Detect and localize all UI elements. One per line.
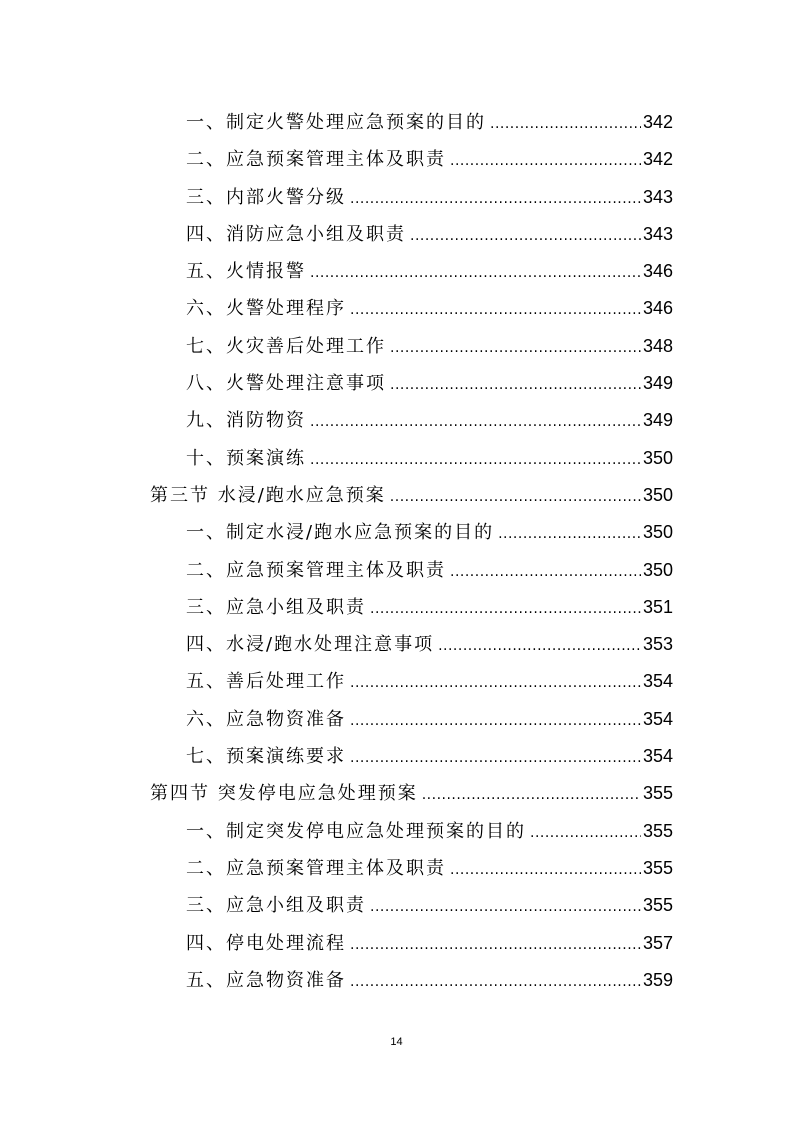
toc-entry[interactable] <box>0 850 793 887</box>
toc-leader-dots <box>310 442 641 479</box>
toc-entry-title: 五、善后处理工作 <box>186 671 346 693</box>
toc-entry-title: 七、火灾善后处理工作 <box>186 335 386 357</box>
toc-entry-title: 四、消防应急小组及职责 <box>186 223 406 245</box>
toc-entry[interactable] <box>0 514 793 551</box>
toc-entry-page: 350 <box>642 484 673 505</box>
toc-leader-dots <box>350 665 641 702</box>
toc-entry-title: 二、应急预案管理主体及职责 <box>186 149 446 171</box>
toc-entry-page: 342 <box>642 112 673 132</box>
toc-entry-title: 二、应急预案管理主体及职责 <box>186 857 446 879</box>
toc-entry-title: 九、消防物资 <box>186 410 306 432</box>
toc-entry-page: 354 <box>642 671 673 692</box>
toc-leader-dots <box>350 292 641 329</box>
toc-entry[interactable] <box>0 141 793 178</box>
toc-entry-page: 350 <box>642 522 673 543</box>
toc-entry[interactable] <box>0 589 793 626</box>
toc-entry[interactable] <box>0 216 793 253</box>
toc-entry[interactable] <box>0 738 793 775</box>
toc-leader-dots <box>410 218 641 255</box>
toc-entry-page: 359 <box>642 969 673 990</box>
toc-leader-dots <box>438 628 641 665</box>
toc-entry-title: 五、应急物资准备 <box>186 969 346 991</box>
toc-entry[interactable] <box>0 328 793 365</box>
toc-entry-title: 一、制定火警处理应急预案的目的 <box>186 112 486 133</box>
toc-entry-title: 三、内部火警分级 <box>186 186 346 208</box>
toc-entry-page: 355 <box>642 783 673 804</box>
toc-leader-dots <box>350 964 641 1001</box>
toc-entry-page: 343 <box>642 223 673 244</box>
page-footer <box>0 1036 793 1048</box>
toc-entry-page: 354 <box>642 708 673 729</box>
toc-leader-dots <box>370 591 641 628</box>
toc-entry-title: 七、预案演练要求 <box>186 746 346 768</box>
toc-entry[interactable] <box>0 104 793 141</box>
toc-entry-page: 357 <box>642 932 673 953</box>
toc-section-title: 第四节 突发停电应急处理预案 <box>150 783 418 805</box>
toc-entry[interactable] <box>0 925 793 962</box>
toc-section-entry[interactable] <box>0 775 793 812</box>
toc-leader-dots <box>310 404 641 441</box>
toc-leader-dots <box>350 927 641 964</box>
toc-entry-page: 346 <box>642 298 673 319</box>
toc-leader-dots <box>390 479 641 516</box>
toc-entry-page: 346 <box>642 261 673 282</box>
toc-entry-page: 348 <box>642 335 673 356</box>
toc-section-entry[interactable] <box>0 477 793 514</box>
toc-entry[interactable] <box>0 290 793 327</box>
toc-leader-dots <box>450 554 641 591</box>
toc-entry-page: 349 <box>642 410 673 431</box>
toc-entry-title: 四、停电处理流程 <box>186 932 346 954</box>
toc-entry[interactable] <box>0 365 793 402</box>
toc-entry-page: 353 <box>642 634 673 655</box>
toc-entry[interactable] <box>0 663 793 700</box>
page-number: 14 <box>390 1036 403 1048</box>
toc-entry-page: 354 <box>642 746 673 767</box>
toc-entry-title: 五、火情报警 <box>186 261 306 283</box>
toc-leader-dots <box>450 852 641 889</box>
toc-entry-page: 342 <box>642 149 673 170</box>
toc-leader-dots <box>370 889 641 926</box>
toc-leader-dots <box>530 815 641 852</box>
toc-entry[interactable] <box>0 813 793 850</box>
toc-entry-page: 355 <box>642 820 673 841</box>
toc-entry-title: 八、火警处理注意事项 <box>186 373 386 395</box>
toc-leader-dots <box>390 330 641 367</box>
toc-entry-title: 六、应急物资准备 <box>186 708 346 730</box>
toc-entry-page: 349 <box>642 373 673 394</box>
toc-entry-title: 四、水浸/跑水处理注意事项 <box>186 634 435 656</box>
table-of-contents <box>0 104 793 999</box>
toc-entry-title: 一、制定突发停电应急处理预案的目的 <box>186 820 526 842</box>
toc-entry[interactable] <box>0 253 793 290</box>
toc-entry[interactable] <box>0 887 793 924</box>
toc-leader-dots <box>350 181 641 218</box>
toc-leader-dots <box>422 777 641 814</box>
toc-entry-page: 355 <box>642 895 673 916</box>
toc-entry[interactable] <box>0 701 793 738</box>
toc-entry-title: 一、制定水浸/跑水应急预案的目的 <box>186 522 495 544</box>
toc-entry-page: 343 <box>642 186 673 207</box>
toc-entry[interactable] <box>0 179 793 216</box>
toc-entry-page: 355 <box>642 857 673 878</box>
toc-entry[interactable] <box>0 440 793 477</box>
toc-leader-dots <box>390 367 641 404</box>
toc-entry-title: 三、应急小组及职责 <box>186 596 366 618</box>
toc-entry-title: 二、应急预案管理主体及职责 <box>186 559 446 581</box>
toc-section-title: 第三节 水浸/跑水应急预案 <box>150 484 386 506</box>
toc-entry-page: 351 <box>642 596 673 617</box>
toc-leader-dots <box>350 703 641 740</box>
toc-entry[interactable] <box>0 962 793 999</box>
toc-entry[interactable] <box>0 552 793 589</box>
toc-leader-dots <box>498 516 641 553</box>
toc-leader-dots <box>310 255 641 292</box>
toc-entry-page: 350 <box>642 559 673 580</box>
toc-entry[interactable] <box>0 626 793 663</box>
toc-leader-dots <box>490 106 641 143</box>
toc-entry-title: 十、预案演练 <box>186 447 306 469</box>
toc-entry-page: 350 <box>642 447 673 468</box>
toc-entry[interactable] <box>0 402 793 439</box>
toc-leader-dots <box>450 143 641 180</box>
toc-entry-title: 六、火警处理程序 <box>186 298 346 320</box>
toc-entry-title: 三、应急小组及职责 <box>186 895 366 917</box>
toc-leader-dots <box>350 740 641 777</box>
